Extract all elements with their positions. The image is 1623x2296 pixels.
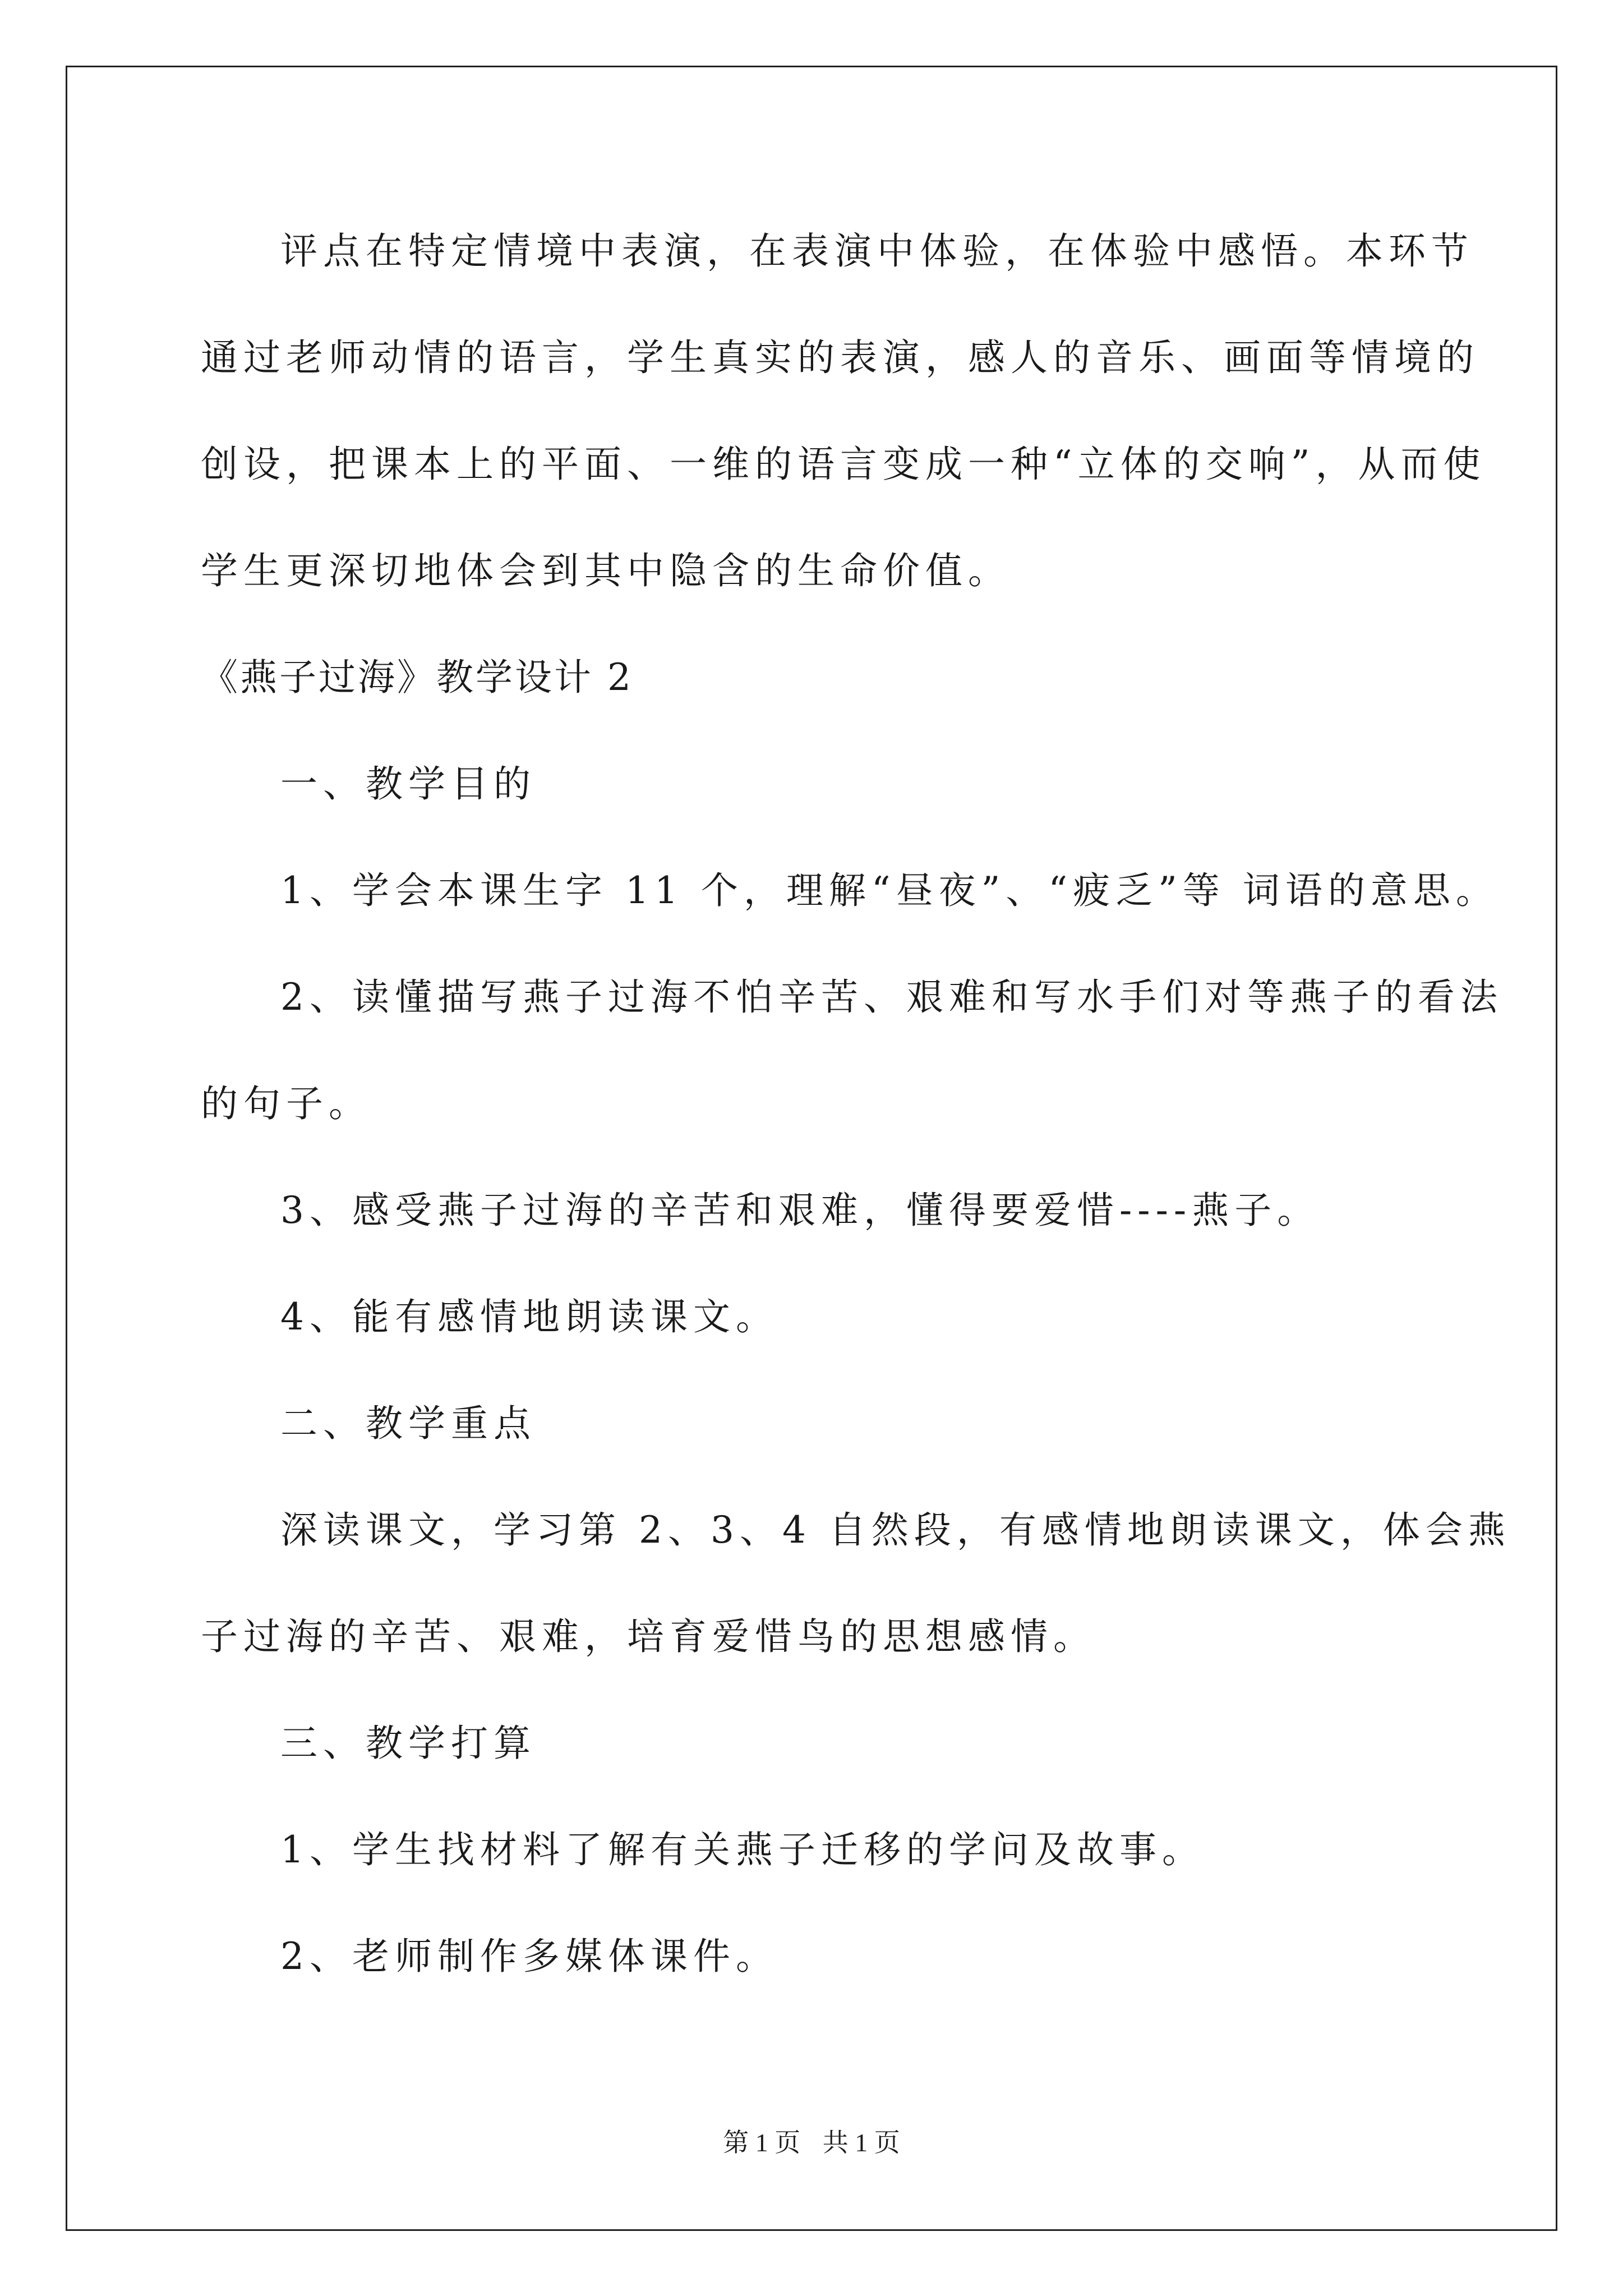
paragraph-line: 创设，把课本上的平面、一维的语言变成一种“立体的交响”，从而使	[201, 443, 1486, 486]
paragraph-line: 4、能有感情地朗读课文。	[280, 1295, 778, 1338]
paragraph-line: 深读课文，学习第 2、3、4 自然段，有感情地朗读课文，体会燕	[280, 1508, 1511, 1552]
paragraph-line: 通过老师动情的语言，学生真实的表演，感人的音乐、画面等情境的	[201, 336, 1479, 379]
paragraph-line: 评点在特定情境中表演，在表演中体验，在体验中感悟。本环节	[280, 229, 1474, 273]
paragraph-line: 3、感受燕子过海的辛苦和艰难，懂得要爱惜----燕子。	[280, 1189, 1320, 1232]
heading-objectives: 一、教学目的	[280, 762, 536, 806]
page-footer	[0, 2126, 1623, 2160]
page-total: 共 1 页	[822, 2128, 900, 2157]
paragraph-line: 的句子。	[201, 1082, 371, 1125]
paragraph-line: 子过海的辛苦、艰难，培育爱惜鸟的思想感情。	[201, 1615, 1096, 1658]
paragraph-line: 1、学会本课生字 11 个，理解“昼夜”、“疲乏”等 词语的意思。	[280, 869, 1498, 912]
paragraph-line: 2、读懂描写燕子过海不怕辛苦、艰难和写水手们对等燕子的看法	[280, 976, 1503, 1019]
heading-key-points: 二、教学重点	[280, 1402, 536, 1445]
page-border	[66, 66, 1557, 2231]
paragraph-line: 1、学生找材料了解有关燕子迁移的学问及故事。	[280, 1828, 1205, 1871]
heading-preparation: 三、教学打算	[280, 1722, 536, 1765]
page-number: 第 1 页	[723, 2128, 801, 2157]
paragraph-line: 2、老师制作多媒体课件。	[280, 1935, 778, 1978]
section-title: 《燕子过海》教学设计 2	[201, 656, 633, 699]
paragraph-line: 学生更深切地体会到其中隐含的生命价值。	[201, 549, 1011, 592]
